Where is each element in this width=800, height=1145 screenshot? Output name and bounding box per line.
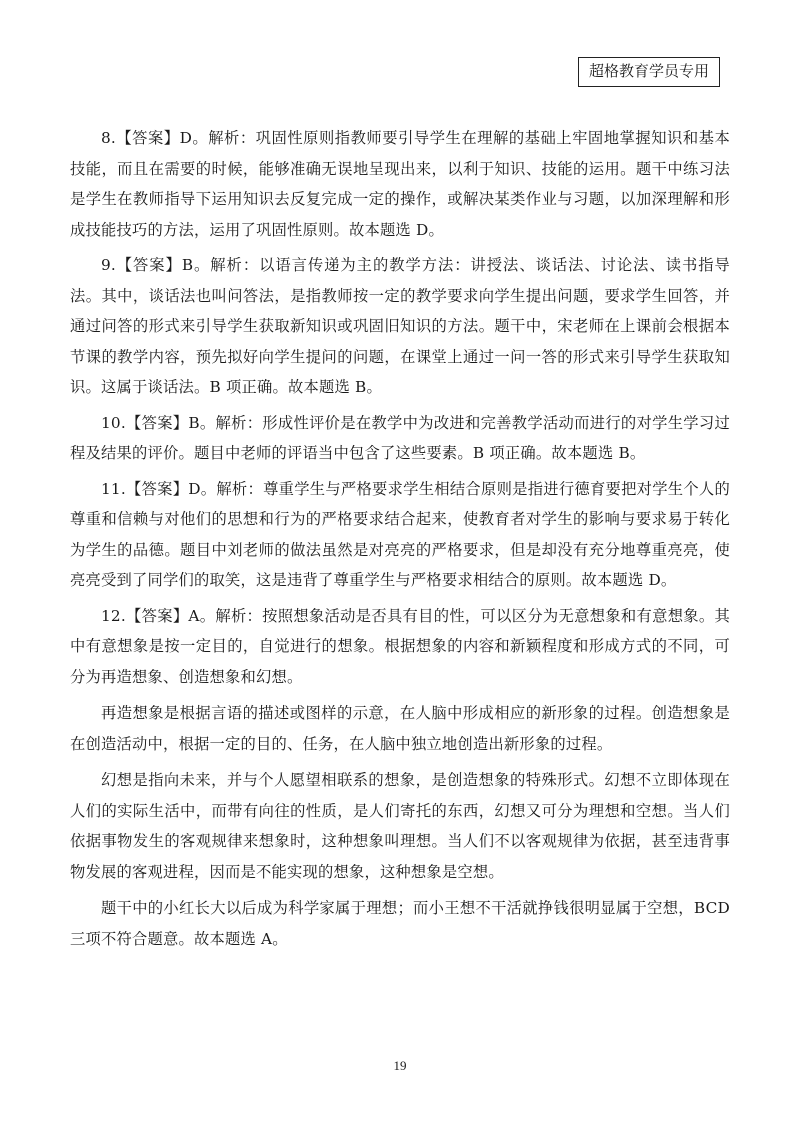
conclusion-paragraph: 题干中的小红长大以后成为科学家属于理想；而小王想不干活就挣钱很明显属于空想，BCD 三项不符合题意。故本题选 A。 (70, 899, 730, 948)
answer-paragraph-9: 9.【答案】B。解析：以语言传递为主的教学方法：讲授法、谈话法、讨论法、读书指导法。其中，谈话法也叫问答法，是指教师按一定的教学要求向学生提出问题，要求学生回答，并通过问答的形式来引导学生获取新知识或巩固旧知识的方法。题干中，宋老师在上课前会根据本节课的教学内容，预先拟好向学生提问的问题，在课堂上通过一问一答的形式来引导学生获取知识。这属于谈话法。B 项正确。故本题选 B。 (70, 256, 730, 396)
student-exclusive-badge: 超格教育学员专用 (578, 57, 720, 87)
answer-paragraph-10: 10.【答案】B。解析：形成性评价是在教学中为改进和完善教学活动而进行的对学生学习过程及结果的评价。题目中老师的评语当中包含了这些要素。B 项正确。故本题选 B。 (70, 413, 730, 462)
fantasy-paragraph: 幻想是指向未来，并与个人愿望相联系的想象，是创造想象的特殊形式。幻想不立即体现在人们的实际生活中，而带有向往的性质，是人们寄托的东西，幻想又可分为理想和空想。当人们依据事物发生的客观规律来想象时，这种想象叫理想。当人们不以客观规律为依据，甚至违背事物发展的客观进程，因而是不能实现的想象，这种想象是空想。 (70, 771, 730, 881)
answer-paragraph-12: 12.【答案】A。解析：按照想象活动是否具有目的性，可以区分为无意想象和有意想象。其中有意想象是按一定目的，自觉进行的想象。根据想象的内容和新颖程度和形成方式的不同，可分为再造想象、创造想象和幻想。 (70, 606, 730, 686)
answer-paragraph-8: 8.【答案】D。解析：巩固性原则指教师要引导学生在理解的基础上牢固地掌握知识和基本技能，而且在需要的时候，能够准确无误地呈现出来，以利于知识、技能的运用。题干中练习法是学生在教师指导下运用知识去反复完成一定的操作，或解决某类作业与习题，以加深理解和形成技能技巧的方法，运用了巩固性原则。故本题选 D。 (70, 129, 730, 239)
page-number: 19 (393, 1058, 407, 1073)
reproductive-imagination-paragraph: 再造想象是根据言语的描述或图样的示意，在人脑中形成相应的新形象的过程。创造想象是在创造活动中，根据一定的目的、任务，在人脑中独立地创造出新形象的过程。 (70, 704, 730, 753)
answer-paragraph-11: 11.【答案】D。解析：尊重学生与严格要求学生相结合原则是指进行德育要把对学生个人的尊重和信赖与对他们的思想和行为的严格要求结合起来，使教育者对学生的影响与要求易于转化为学生的品德。题目中刘老师的做法虽然是对亮亮的严格要求，但是却没有充分地尊重亮亮，使亮亮受到了同学们的取笑，这是违背了尊重学生与严格要求相结合的原则。故本题选 D。 (70, 479, 730, 589)
answer-explanations (70, 123, 730, 959)
